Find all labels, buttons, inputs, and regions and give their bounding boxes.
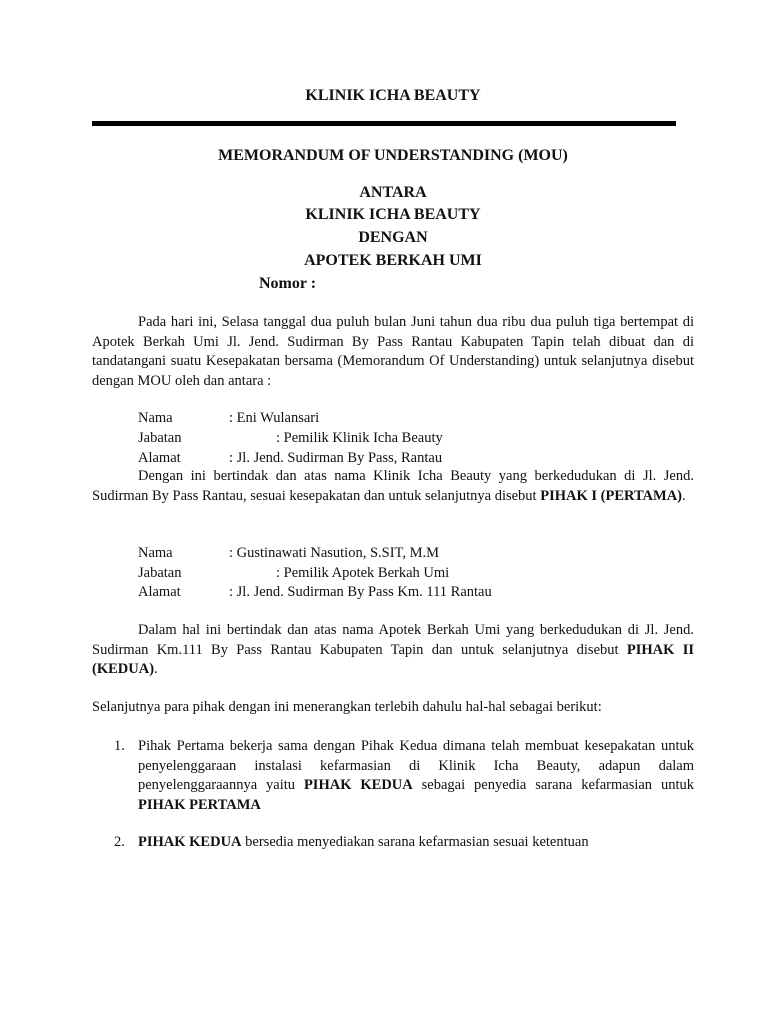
between-line-1: ANTARA <box>359 184 427 201</box>
list-item-2-text-b: bersedia menyediakan sarana kefarmasian sesuai ketentuan <box>241 834 589 850</box>
intro-text: Pada hari ini, Selasa tanggal dua puluh bulan Juni tahun dua ribu dua puluh tiga bertempat di Apotek Berkah Umi Jl. Jend. Sudirman By Pass Rantau Kabupaten Tapin telah dibuat dan di tandatangani suatu Kesepakatan bersama (Memorandum Of Understanding) untuk selanjutnya disebut dengan MOU oleh dan antara : <box>92 314 694 389</box>
party2-statement-text: Dalam hal ini bertindak dan atas nama Apotek Berkah Umi yang berkedudukan di Jl. Jend. Sudirman Km.111 By Pass Rantau Kabupaten Tapin dan untuk selanjutnya disebut <box>92 622 694 658</box>
header-rule <box>92 121 676 126</box>
list-item-1-text-a: Pihak Pertama bekerja sama dengan Pihak Kedua dimana telah membuat kesepakatan untuk penyelenggaraan instalasi kefarmasian di Klinik Icha Beauty, adapun dalam penyelenggaraannya yaitu <box>138 738 694 793</box>
list-item-number: 1. <box>114 738 125 754</box>
clinic-name-heading: KLINIK ICHA BEAUTY <box>305 87 481 104</box>
party1-name-label: Nama <box>138 410 173 426</box>
party2-name-label: Nama <box>138 545 173 561</box>
party2-designation: PIHAK II (KEDUA) <box>92 641 694 677</box>
list-item-1-bold-b: PIHAK PERTAMA <box>138 796 261 813</box>
list-item-1-bold-a: PIHAK KEDUA <box>303 777 413 793</box>
party1-address-label: Alamat <box>138 450 181 466</box>
intro-paragraph <box>92 313 694 391</box>
party2-statement <box>92 621 694 680</box>
list-item-2-bold-a: PIHAK KEDUA <box>138 834 242 850</box>
list-item-text <box>138 833 694 853</box>
between-line-4: APOTEK BERKAH UMI <box>304 252 482 269</box>
party2-address-value: : Jl. Jend. Sudirman By Pass Km. 111 Rantau <box>229 584 492 600</box>
list-item-1-text-b: sebagai penyedia sarana kefarmasian untuk <box>412 777 694 793</box>
party1-designation: PIHAK I (PERTAMA) <box>540 487 683 504</box>
party1-position-label: Jabatan <box>138 430 182 446</box>
party2-position-label: Jabatan <box>138 565 182 581</box>
between-line-3: DENGAN <box>358 229 428 246</box>
following-statement: Selanjutnya para pihak dengan ini menerangkan terlebih dahulu hal-hal sebagai berikut: <box>92 699 602 715</box>
party1-position-value: : Pemilik Klinik Icha Beauty <box>276 430 443 446</box>
between-line-2: KLINIK ICHA BEAUTY <box>305 206 481 223</box>
party1-name-value: : Eni Wulansari <box>229 410 320 426</box>
party2-name-value: : Gustinawati Nasution, S.SIT, M.M <box>229 545 439 561</box>
party1-statement-end: . <box>682 487 686 504</box>
list-item-number: 2. <box>114 834 125 850</box>
list-item-text <box>138 737 694 815</box>
party2-statement-end: . <box>154 661 158 677</box>
party1-address-value: : Jl. Jend. Sudirman By Pass, Rantau <box>229 450 443 466</box>
party1-statement-text: Dengan ini bertindak dan atas nama Klinik Icha Beauty yang berkedudukan di Jl. Jend. Sudirman By Pass Rantau, sesuai kesepakatan dan untuk selanjutnya disebut <box>92 468 694 504</box>
party2-address-label: Alamat <box>138 584 181 600</box>
party1-statement <box>92 467 694 506</box>
party2-position-value: : Pemilik Apotek Berkah Umi <box>276 565 450 581</box>
document-title: MEMORANDUM OF UNDERSTANDING (MOU) <box>218 147 568 164</box>
document-number-label: Nomor : <box>259 275 317 292</box>
